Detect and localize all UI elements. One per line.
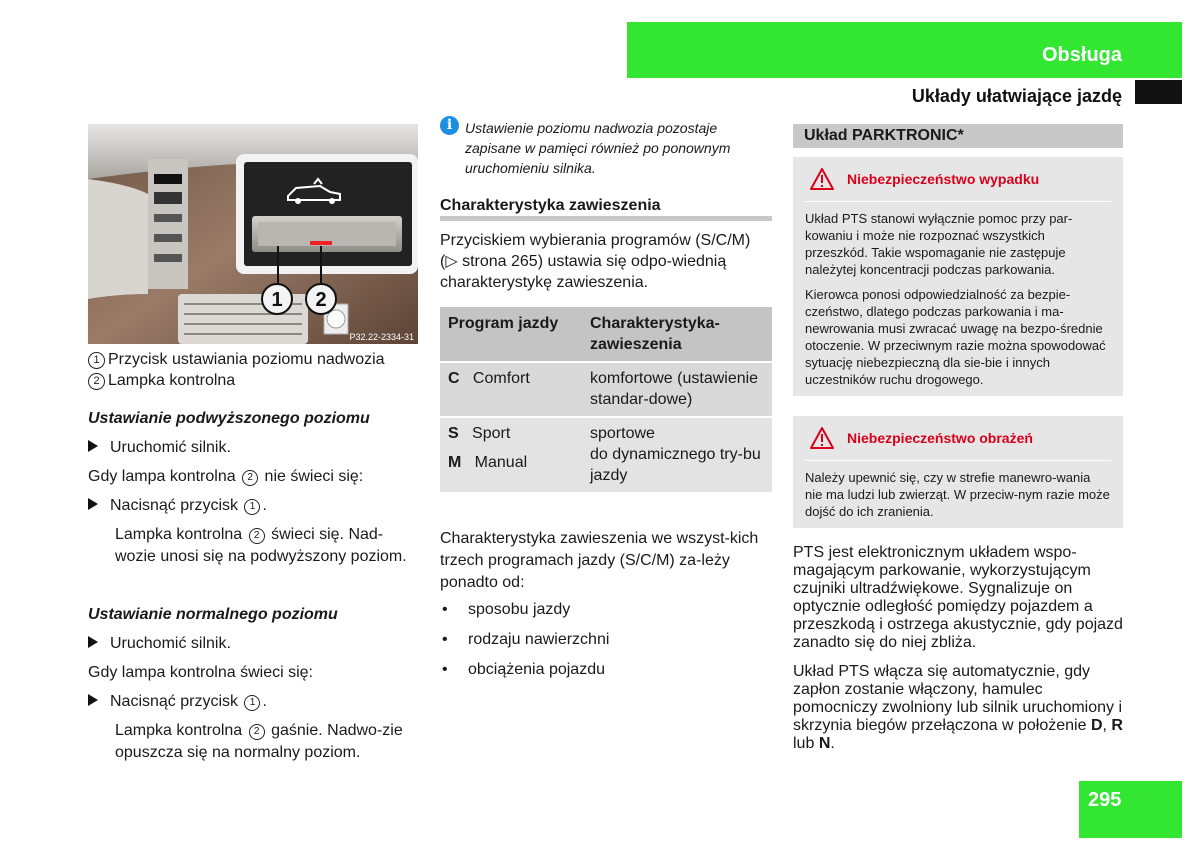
heading-rule: [440, 216, 772, 221]
table-header: Program jazdy: [440, 307, 582, 361]
arrow-bullet-icon: [88, 636, 98, 648]
table-row: C Comfort komfortowe (ustawienie standar-dowe): [440, 363, 772, 416]
page-number-tab: [1079, 781, 1182, 838]
raised-condition: Gdy lampa kontrolna 2 nie świeci się:: [88, 468, 364, 485]
dashboard-photo: [88, 124, 418, 344]
program-table: [440, 307, 772, 492]
normal-condition: Gdy lampa kontrolna świeci się:: [88, 664, 313, 681]
warning-triangle-icon: [809, 426, 835, 450]
normal-result: Lampka kontrolna 2 gaśnie. Nadwo-zie opuszcza się na normalny poziom.: [115, 722, 403, 761]
normal-step1: Uruchomić silnik.: [88, 633, 418, 654]
raised-step2: Nacisnąć przycisk 1 .: [88, 495, 418, 516]
legend-item: 1 Przycisk ustawiania poziomu nadwozia: [88, 349, 418, 370]
warning-box-accident: Niebezpieczeństwo wypadku Układ PTS stanowi wyłącznie pomoc przy par-kowaniu i może nie rozpoznać wszystkich przeszkód. Takie wspomaganie nie zastępuje należytej koncentracji podczas parkowania. Kierowca ponosi odpowiedzialność za bezpie-czeństwo, dlatego podczas parkowania i ma-newrowania musi zwracać uwagę na bezpo-średnie otoczenie. W przeciwnym razie można spowodować sytuację niebezpieczną dla sie-bie i innych uczestników ruchu drogowego.: [793, 157, 1123, 396]
info-note: i Ustawienie poziomu nadwozia pozostaje zapisane w pamięci również po ponownym uruchomieniu silnika.: [440, 116, 772, 178]
suspension-intro: Przyciskiem wybierania programów (S/C/M) (▷ strona 265) ustawia się odpo-wiednią charakterystykę zawieszenia.: [440, 232, 751, 291]
arrow-bullet-icon: [88, 498, 98, 510]
list-item: • sposobu jazdy: [440, 599, 772, 620]
warning-triangle-icon: [809, 167, 835, 191]
table-header: Charakterystyka-zawieszenia: [582, 307, 772, 361]
pts-paragraph-1: PTS jest elektronicznym układem wspo-magającym parkowanie, wykorzystującym czujniki ultradźwiękowe. Sygnalizuje on optycznie odległość pomiędzy pojazdem a przeszkodą i ostrzega akustycznie, gdy pojazd zanadto się do niej zbliża.: [793, 544, 1123, 651]
raised-heading: Ustawianie podwyższonego poziomu: [88, 410, 370, 427]
suspension-paragraph: Charakterystyka zawieszenia we wszyst-kich trzech programach jazdy (S/C/M) za-leży ponadto od:: [440, 530, 759, 591]
info-icon: i: [440, 116, 459, 135]
arrow-bullet-icon: [88, 694, 98, 706]
factor-list: [440, 599, 772, 689]
normal-heading: Ustawianie normalnego poziomu: [88, 606, 338, 623]
page-number: 295: [1088, 789, 1122, 811]
raised-step1: Uruchomić silnik.: [88, 437, 418, 458]
list-item: • rodzaju nawierzchni: [440, 629, 772, 650]
pts-paragraph-2: Układ PTS włącza się automatycznie, gdy zapłon zostanie włączony, hamulec pomocniczy zwolniony lub silnik uruchomiony i skrzynia biegów przełączona w położenie D, R lub N.: [793, 663, 1123, 752]
warning-box-injury: Niebezpieczeństwo obrażeń Należy upewnić się, czy w strefie manewro-wania nie ma ludzi lub zwierząt. W przeciw-nym razie może dojść do ich zranienia.: [793, 416, 1123, 528]
figure-code: P32.22-2334-31: [349, 332, 414, 342]
callout-1: 1: [271, 289, 283, 311]
figure-legend: [88, 349, 418, 391]
raised-result: Lampka kontrolna 2 świeci się. Nad-wozie unosi się na podwyższony poziom.: [115, 526, 407, 565]
suspension-heading: Charakterystyka zawieszenia: [440, 197, 661, 214]
normal-step2: Nacisnąć przycisk 1 .: [88, 691, 418, 712]
list-item: • obciążenia pojazdu: [440, 659, 772, 680]
section-title: Obsługa: [1041, 44, 1122, 66]
table-row: S Sport M Manual sportowe do dynamicznego try-bu jazdy: [440, 418, 772, 492]
legend-item: 2 Lampka kontrolna: [88, 370, 418, 391]
callout-2: 2: [315, 289, 327, 311]
subsection-title: Układy ułatwiające jazdę: [911, 86, 1122, 106]
arrow-bullet-icon: [88, 440, 98, 452]
parktronic-heading-bar: Układ PARKTRONIC*: [793, 124, 1123, 148]
thumb-index-marker: [1135, 80, 1182, 104]
